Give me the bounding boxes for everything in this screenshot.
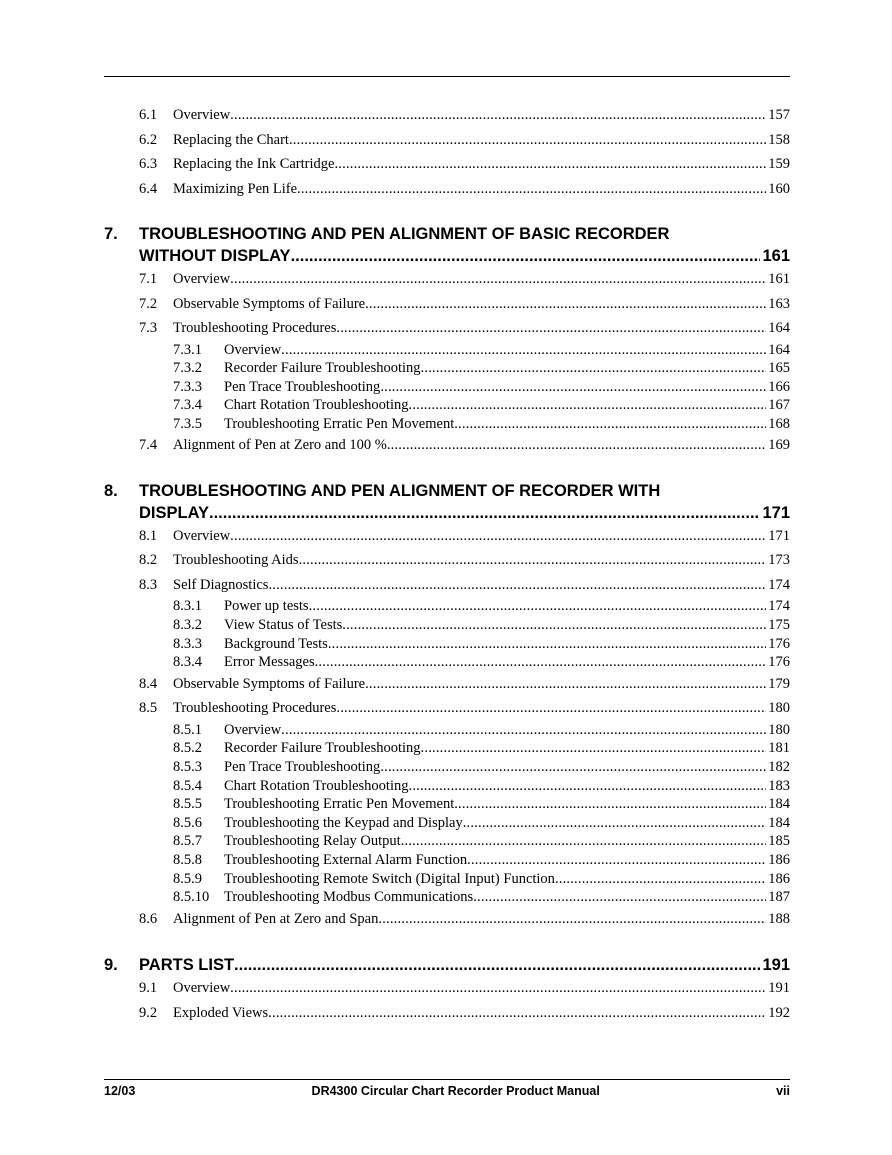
toc-entry-6-2[interactable] xyxy=(104,128,790,153)
page-number: 158 xyxy=(768,131,790,148)
section-title: View Status of Tests xyxy=(224,617,343,634)
dot-leader xyxy=(342,616,766,635)
dot-leader xyxy=(336,316,766,341)
toc-entry-8-5-7[interactable] xyxy=(104,832,790,851)
dot-leader xyxy=(268,1001,766,1026)
section-title: Troubleshooting External Alarm Function xyxy=(224,852,468,868)
dot-leader xyxy=(387,433,766,458)
toc-entry-8-5-4[interactable] xyxy=(104,777,790,796)
page-number: 165 xyxy=(768,360,790,377)
section-number: 6.4 xyxy=(139,180,158,197)
toc-entry-8-3-3[interactable] xyxy=(104,635,790,654)
toc-entry-7-4[interactable] xyxy=(104,433,790,458)
section-number: 8.3 xyxy=(139,576,158,593)
page-footer xyxy=(104,1084,790,1098)
page-number: 157 xyxy=(768,107,790,123)
dot-leader xyxy=(365,672,766,697)
page-number: 180 xyxy=(768,700,790,717)
page-number: 191 xyxy=(768,980,790,997)
section-title: Pen Trace Troubleshooting xyxy=(224,759,381,776)
page-number: 169 xyxy=(768,437,790,454)
toc-entry-8-5-5[interactable] xyxy=(104,795,790,814)
section-title: Background Tests xyxy=(224,635,328,652)
page-number: 167 xyxy=(768,397,790,414)
toc-entry-8-5-10[interactable] xyxy=(104,888,790,907)
section-number: 6.3 xyxy=(139,156,158,172)
section-title: Replacing the Chart xyxy=(173,131,289,148)
page-number: 192 xyxy=(768,1004,790,1021)
section-title: Alignment of Pen at Zero and 100 % xyxy=(173,437,387,454)
page-number: 181 xyxy=(768,740,790,757)
chapter-title-line2: DISPLAY xyxy=(139,503,209,522)
chapter-title-line1: TROUBLESHOOTING AND PEN ALIGNMENT OF RECORDER WITH xyxy=(139,481,661,500)
section-number: 7.3.2 xyxy=(173,360,202,377)
chapter-8-heading[interactable] xyxy=(104,481,790,524)
table-of-contents xyxy=(104,103,790,1025)
dot-leader xyxy=(409,396,767,415)
page-number: 164 xyxy=(768,320,790,336)
toc-entry-7-3[interactable] xyxy=(104,316,790,341)
dot-leader xyxy=(315,653,767,672)
chapter-number: 8. xyxy=(104,481,118,500)
dot-leader xyxy=(230,267,766,292)
dot-leader xyxy=(378,907,766,932)
section-title: Overview xyxy=(173,527,231,544)
section-title: Observable Symptoms of Failure xyxy=(173,295,366,312)
chapter-number: 9. xyxy=(104,956,118,975)
section-number: 8.6 xyxy=(139,910,158,927)
toc-entry-8-5-3[interactable] xyxy=(104,758,790,777)
dot-leader xyxy=(421,359,767,378)
footer-rule xyxy=(104,1079,790,1080)
page-number: 163 xyxy=(768,295,790,312)
toc-entry-6-1[interactable] xyxy=(104,103,790,128)
toc-entry-8-5-6[interactable] xyxy=(104,814,790,833)
section-title: Troubleshooting the Keypad and Display xyxy=(224,814,463,831)
dot-leader xyxy=(281,341,766,360)
chapter-9-heading[interactable] xyxy=(104,954,790,976)
dot-leader xyxy=(234,954,760,976)
dot-leader xyxy=(380,378,766,397)
page-number: 161 xyxy=(768,271,790,287)
page-number: 185 xyxy=(768,833,790,850)
section-title: Pen Trace Troubleshooting xyxy=(224,378,381,395)
section-number: 8.5.5 xyxy=(173,796,202,813)
dot-leader xyxy=(473,888,766,907)
toc-entry-8-3-4[interactable] xyxy=(104,653,790,672)
section-title: Recorder Failure Troubleshooting xyxy=(224,740,421,757)
section-number: 6.2 xyxy=(139,131,158,148)
toc-entry-7-2[interactable] xyxy=(104,292,790,317)
section-number: 7.3.4 xyxy=(173,397,202,414)
dot-leader xyxy=(291,245,761,267)
section-number: 8.5 xyxy=(139,700,158,717)
page-number: 183 xyxy=(768,777,790,794)
dot-leader xyxy=(209,502,760,524)
footer-page-number: vii xyxy=(776,1084,790,1098)
section-title: Troubleshooting Remote Switch (Digital Input) Function xyxy=(224,870,555,887)
page-number: 175 xyxy=(768,617,790,634)
dot-leader xyxy=(309,597,767,616)
section-title: Observable Symptoms of Failure xyxy=(173,675,366,692)
section-number: 7.3.5 xyxy=(173,415,202,432)
toc-entry-8-4[interactable] xyxy=(104,672,790,697)
page-number: 171 xyxy=(768,527,790,544)
toc-entry-7-3-1[interactable] xyxy=(104,341,790,360)
section-title: Troubleshooting Aids xyxy=(173,552,299,569)
page-number: 173 xyxy=(768,552,790,569)
section-number: 8.3.2 xyxy=(173,617,202,634)
dot-leader xyxy=(454,795,766,814)
toc-entry-8-5-9[interactable] xyxy=(104,870,790,889)
page-number: 166 xyxy=(768,378,790,395)
section-title: Troubleshooting Modbus Communications xyxy=(224,889,474,906)
dot-leader xyxy=(555,870,766,889)
section-number: 8.5.2 xyxy=(173,740,202,757)
toc-entry-8-5-8[interactable] xyxy=(104,851,790,870)
dot-leader xyxy=(289,128,766,153)
dot-leader xyxy=(467,851,766,870)
page-number: 161 xyxy=(762,247,790,265)
section-number: 8.3.1 xyxy=(173,598,202,615)
section-title: Exploded Views xyxy=(173,1004,269,1021)
page-number: 182 xyxy=(768,759,790,776)
section-title: Overview xyxy=(173,107,231,123)
page-number: 159 xyxy=(768,156,790,172)
section-title: Troubleshooting Erratic Pen Movement xyxy=(224,796,455,813)
dot-leader xyxy=(409,777,767,796)
chapter-7-heading[interactable] xyxy=(104,224,790,267)
section-number: 8.5.9 xyxy=(173,870,202,887)
toc-entry-8-1[interactable] xyxy=(104,524,790,549)
page-number: 184 xyxy=(768,796,790,813)
section-title: Error Messages xyxy=(224,654,315,671)
page-number: 176 xyxy=(768,654,790,671)
section-number: 8.3.4 xyxy=(173,654,202,671)
toc-entry-8-3-2[interactable] xyxy=(104,616,790,635)
dot-leader xyxy=(454,415,766,434)
page-number: 187 xyxy=(768,889,790,906)
dot-leader xyxy=(380,758,766,777)
section-title: Troubleshooting Procedures xyxy=(173,700,337,717)
toc-entry-9-2[interactable] xyxy=(104,1001,790,1026)
section-number: 8.5.7 xyxy=(173,833,202,850)
header-rule xyxy=(104,76,790,77)
chapter-number: 7. xyxy=(104,225,118,243)
toc-entry-8-3[interactable] xyxy=(104,573,790,598)
chapter-title-line2: WITHOUT DISPLAY xyxy=(139,247,291,265)
section-title: Troubleshooting Procedures xyxy=(173,320,337,336)
section-title: Maximizing Pen Life xyxy=(173,180,298,197)
section-title: Overview xyxy=(224,721,282,738)
dot-leader xyxy=(401,832,767,851)
dot-leader xyxy=(421,739,767,758)
page-number: 168 xyxy=(768,415,790,432)
dot-leader xyxy=(230,524,766,549)
dot-leader xyxy=(268,573,766,598)
section-title: Power up tests xyxy=(224,598,309,615)
toc-entry-6-4[interactable] xyxy=(104,177,790,202)
dot-leader xyxy=(336,696,766,721)
page-number: 174 xyxy=(768,598,790,615)
toc-entry-8-5-1[interactable] xyxy=(104,721,790,740)
toc-entry-6-3[interactable] xyxy=(104,152,790,177)
section-title: Alignment of Pen at Zero and Span xyxy=(173,910,379,927)
section-title: Troubleshooting Relay Output xyxy=(224,833,401,850)
dot-leader xyxy=(281,721,766,740)
toc-entry-8-2[interactable] xyxy=(104,548,790,573)
section-number: 7.3.1 xyxy=(173,341,202,358)
toc-entry-9-1[interactable] xyxy=(104,976,790,1001)
section-number: 8.5.3 xyxy=(173,759,202,776)
section-title: Overview xyxy=(173,271,231,287)
page-number: 164 xyxy=(768,341,790,358)
dot-leader xyxy=(230,103,766,128)
page-number: 176 xyxy=(768,635,790,652)
section-number: 8.5.6 xyxy=(173,814,202,831)
page-number: 179 xyxy=(768,675,790,692)
footer-manual-title: DR4300 Circular Chart Recorder Product Manual xyxy=(311,1084,600,1098)
toc-entry-7-3-3[interactable] xyxy=(104,378,790,397)
section-title: Recorder Failure Troubleshooting xyxy=(224,360,421,377)
dot-leader xyxy=(463,814,767,833)
section-number: 8.5.8 xyxy=(173,852,202,868)
page-number: 188 xyxy=(768,910,790,927)
section-number: 8.5.10 xyxy=(173,889,210,906)
toc-entry-8-5[interactable] xyxy=(104,696,790,721)
page-number: 174 xyxy=(768,576,790,593)
toc-entry-7-1[interactable] xyxy=(104,267,790,292)
section-number: 9.2 xyxy=(139,1004,158,1021)
dot-leader xyxy=(299,548,767,573)
toc-entry-7-3-4[interactable] xyxy=(104,396,790,415)
section-title: Replacing the Ink Cartridge xyxy=(173,156,335,172)
section-title: Chart Rotation Troubleshooting xyxy=(224,777,409,794)
dot-leader xyxy=(328,635,766,654)
toc-entry-8-5-2[interactable] xyxy=(104,739,790,758)
page-number: 191 xyxy=(762,956,790,975)
section-number: 8.2 xyxy=(139,552,158,569)
page-number: 184 xyxy=(768,814,790,831)
page-number: 160 xyxy=(768,180,790,197)
section-number: 6.1 xyxy=(139,107,158,123)
dot-leader xyxy=(334,152,766,177)
section-number: 9.1 xyxy=(139,980,158,997)
footer-date: 12/03 xyxy=(104,1084,136,1098)
page-number: 171 xyxy=(762,503,790,522)
dot-leader xyxy=(230,976,766,1001)
section-number: 7.3 xyxy=(139,320,158,336)
page-number: 180 xyxy=(768,721,790,738)
section-number: 8.5.4 xyxy=(173,777,202,794)
toc-entry-8-3-1[interactable] xyxy=(104,597,790,616)
section-title: Troubleshooting Erratic Pen Movement xyxy=(224,415,455,432)
section-number: 8.3.3 xyxy=(173,635,202,652)
toc-entry-8-6[interactable] xyxy=(104,907,790,932)
toc-entry-7-3-5[interactable] xyxy=(104,415,790,434)
page-number: 186 xyxy=(768,852,790,868)
dot-leader xyxy=(365,292,766,317)
section-title: Overview xyxy=(173,980,231,997)
section-number: 7.4 xyxy=(139,437,158,454)
section-number: 8.5.1 xyxy=(173,721,202,738)
section-number: 7.1 xyxy=(139,271,158,287)
section-title: Self Diagnostics xyxy=(173,576,269,593)
section-title: Overview xyxy=(224,341,282,358)
section-number: 7.3.3 xyxy=(173,378,202,395)
section-number: 8.1 xyxy=(139,527,158,544)
toc-entry-7-3-2[interactable] xyxy=(104,359,790,378)
section-number: 7.2 xyxy=(139,295,158,312)
chapter-title: PARTS LIST xyxy=(139,956,235,975)
page-number: 186 xyxy=(768,870,790,887)
chapter-title-line1: TROUBLESHOOTING AND PEN ALIGNMENT OF BASIC RECORDER xyxy=(139,225,670,243)
section-title: Chart Rotation Troubleshooting xyxy=(224,397,409,414)
dot-leader xyxy=(297,177,766,202)
section-number: 8.4 xyxy=(139,675,158,692)
